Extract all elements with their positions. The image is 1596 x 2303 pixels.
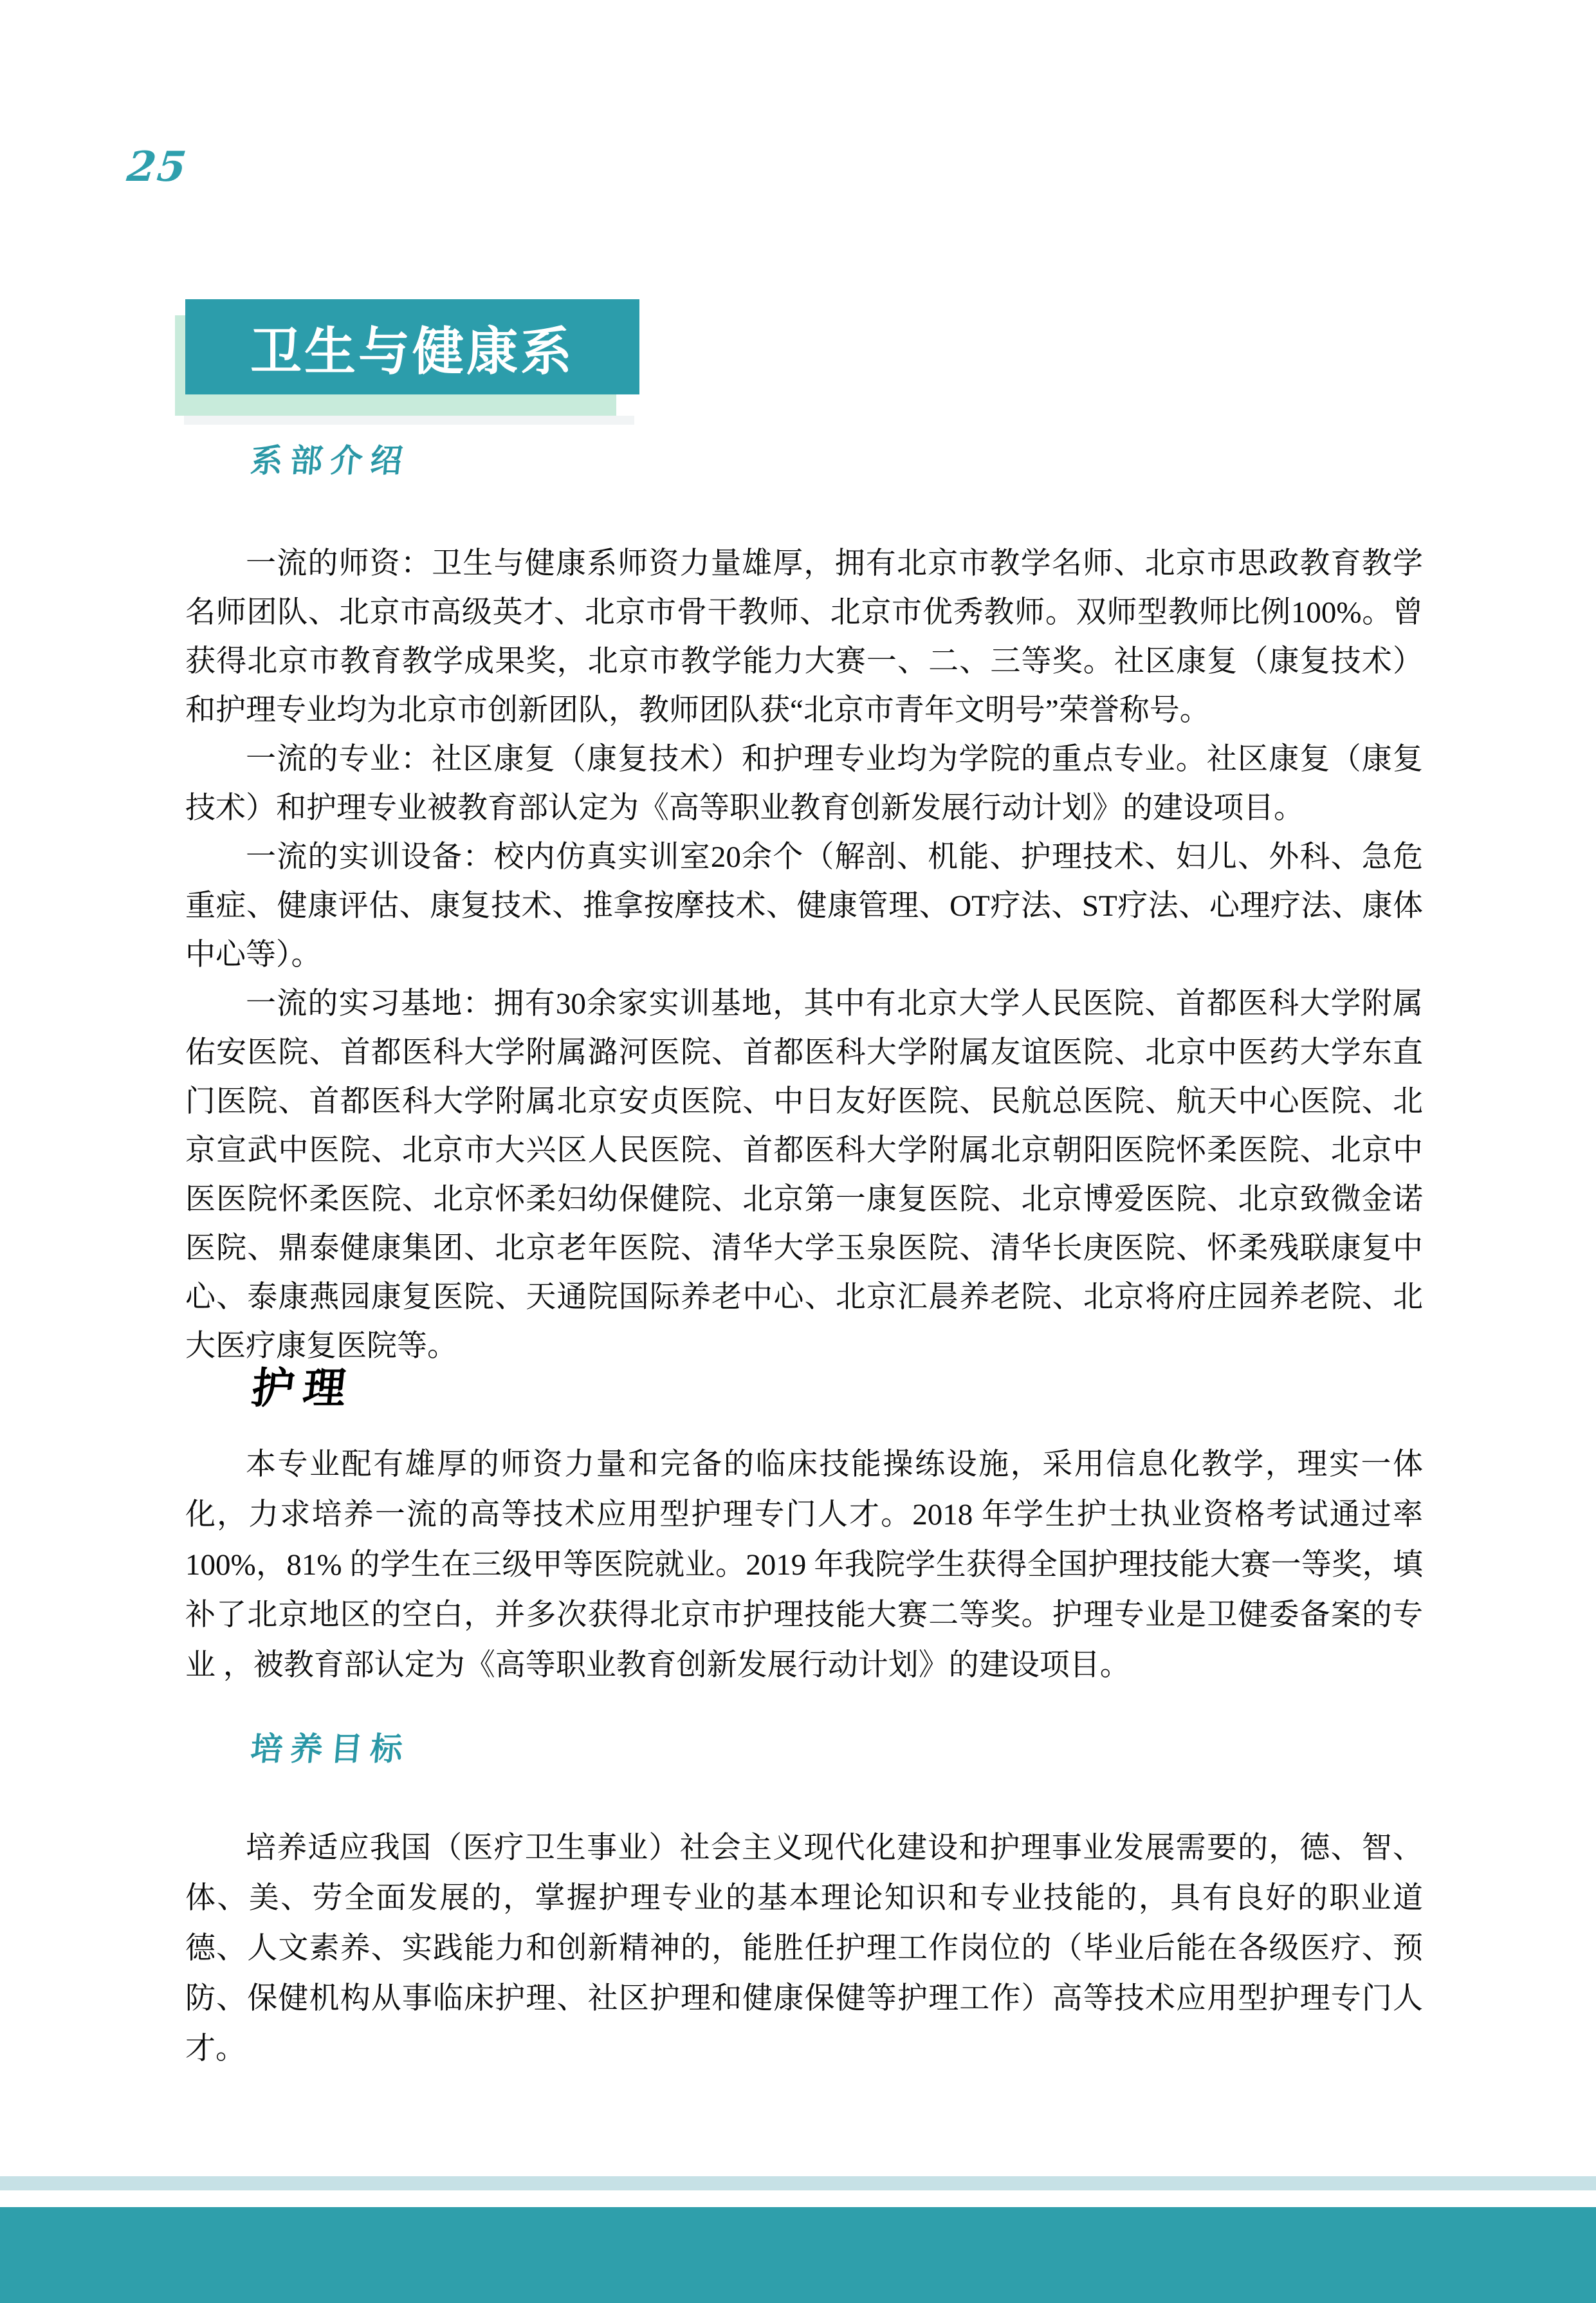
nursing-paragraph: 本专业配有雄厚的师资力量和完备的临床技能操练设施，采用信息化教学，理实一体化，力求培养一流的高等技术应用型护理专门人才。2018 年学生护士执业资格考试通过率 100%，81% 的学生在三级甲等医院就业。2019 年我院学生获得全国护理技能大赛一等奖，填补了北京地区的空白，并多次获得北京市护理技能大赛二等奖。护理专业是卫健委备案的专业 ，被教育部认定为《高等职业教育创新发展行动计划》的建设项目。 [185, 1448, 1423, 1682]
footer-light-bar [0, 2176, 1596, 2190]
section-heading-objectives: 培养目标 [249, 1731, 412, 1767]
department-title: 卫生与健康系 [250, 322, 574, 380]
banner-teal-box [185, 299, 639, 394]
objectives-text-block [185, 1823, 1423, 2074]
page-number: 25 [125, 143, 190, 191]
intro-paragraph-facilities: 一流的实训设备：校内仿真实训室20余个（解剖、机能、护理技术、妇儿、外科、急危重症、健康评估、康复技术、推拿按摩技术、健康管理、OT疗法、ST疗法、心理疗法、康体中心等）。 [185, 840, 1423, 972]
banner-shadow [184, 416, 634, 425]
objectives-paragraph: 培养适应我国（医疗卫生事业）社会主义现代化建设和护理事业发展需要的，德、智、体、美、劳全面发展的，掌握护理专业的基本理论知识和专业技能的，具有良好的职业道德、人文素养、实践能力和创新精神的，能胜任护理工作岗位的（毕业后能在各级医疗、预防、保健机构从事临床护理、社区护理和健康保健等护理工作）高等技术应用型护理专门人才。 [185, 1831, 1423, 2066]
major-heading-nursing: 护理 [249, 1365, 358, 1412]
section-heading-intro: 系部介绍 [249, 443, 412, 479]
intro-paragraph-faculty: 一流的师资：卫生与健康系师资力量雄厚，拥有北京市教学名师、北京市思政教育教学名师团队、北京市高级英才、北京市骨干教师、北京市优秀教师。双师型教师比例100%。曾获得北京市教育教学成果奖，北京市教学能力大赛一、二、三等奖。社区康复（康复技术）和护理专业均为北京市创新团队，教师团队获“北京市青年文明号”荣誉称号。 [185, 547, 1423, 727]
intro-text-block [185, 539, 1423, 1371]
intro-paragraph-majors: 一流的专业：社区康复（康复技术）和护理专业均为学院的重点专业。社区康复（康复技术）和护理专业被教育部认定为《高等职业教育创新发展行动计划》的建设项目。 [185, 743, 1423, 825]
intro-paragraph-internship-bases: 一流的实习基地：拥有30余家实训基地，其中有北京大学人民医院、首都医科大学附属佑安医院、首都医科大学附属潞河医院、首都医科大学附属友谊医院、北京中医药大学东直门医院、首都医科大学附属北京安贞医院、中日友好医院、民航总医院、航天中心医院、北京宣武中医院、北京市大兴区人民医院、首都医科大学附属北京朝阳医院怀柔医院、北京中医医院怀柔医院、北京怀柔妇幼保健院、北京第一康复医院、北京博爱医院、北京致微金诺医院、鼎泰健康集团、北京老年医院、清华大学玉泉医院、清华长庚医院、怀柔残联康复中心、泰康燕园康复医院、天通院国际养老中心、北京汇晨养老院、北京将府庄园养老院、北大医疗康复医院等。 [185, 987, 1423, 1363]
nursing-text-block [185, 1439, 1423, 1690]
footer-teal-bar [0, 2207, 1596, 2303]
